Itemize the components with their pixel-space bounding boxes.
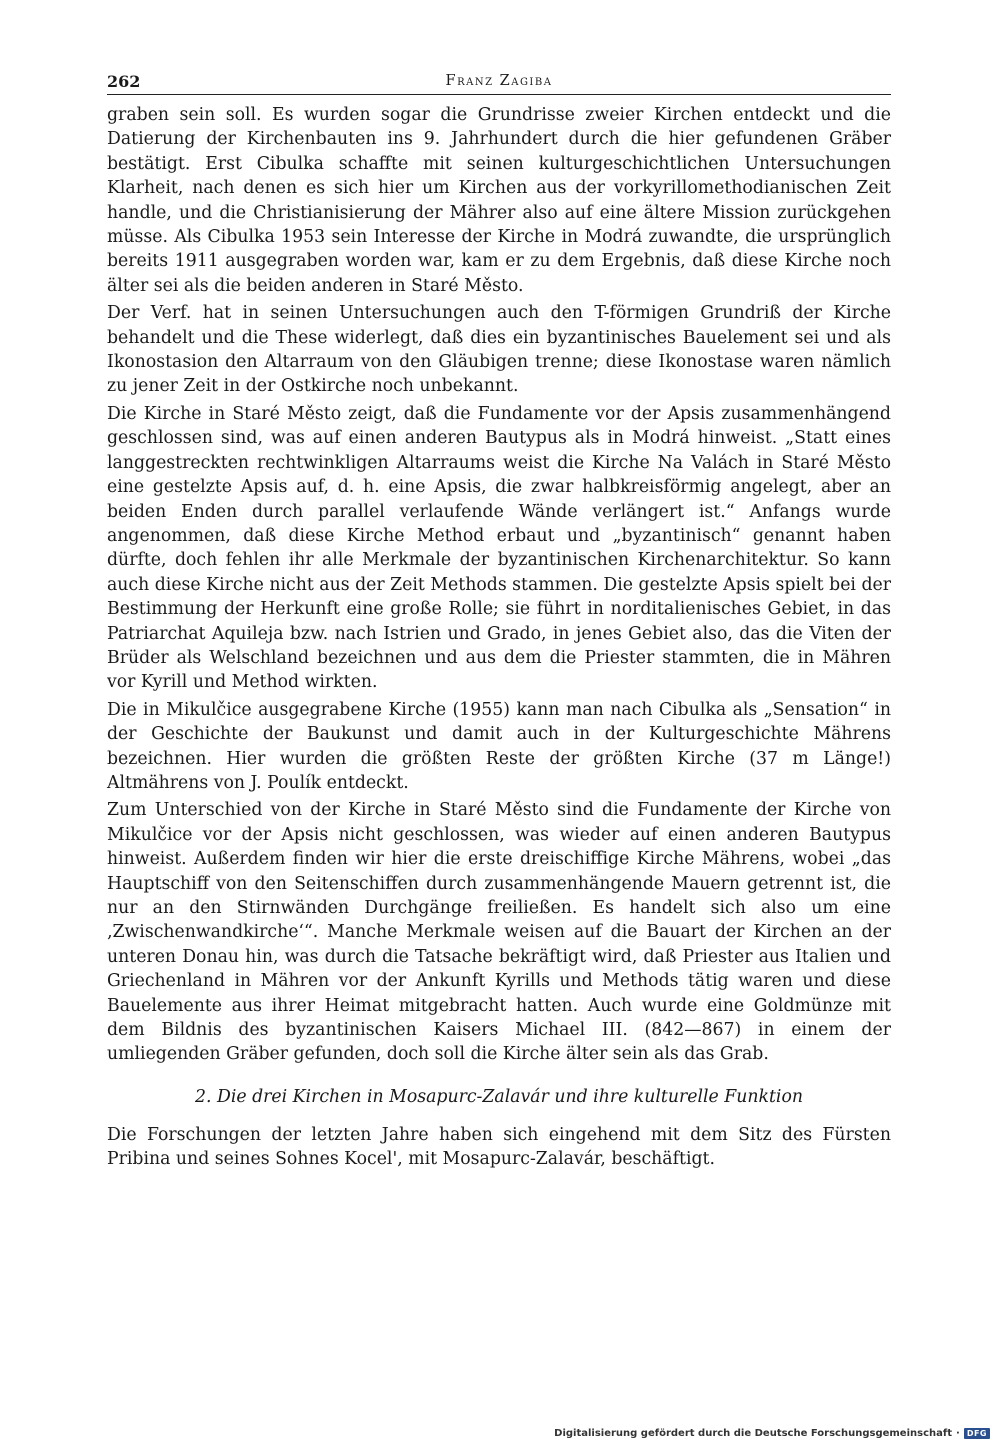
body-text — [107, 103, 891, 1172]
paragraph-4: Die in Mikulčice ausgegrabene Kirche (1955) kann man nach Cibulka als „Sensation“ in der Geschichte der Baukunst und damit auch in der Kulturgeschichte Mährens bezeichnen. Hier wurden die größten Reste der größten Kirche (37 m Länge!) Altmährens von J. Poulík entdeckt. — [107, 699, 891, 793]
paragraph-6: Die Forschungen der letzten Jahre haben sich eingehend mit dem Sitz des Fürsten Pribina und seines Sohnes Kocel', mit Mosapurc-Zalavár, beschäftigt. — [107, 1124, 891, 1170]
running-head — [107, 70, 891, 95]
paragraph-3: Die Kirche in Staré Město zeigt, daß die Fundamente vor der Apsis zusammenhängend geschlossen sind, was auf einen anderen Bautypus als in Modrá hinweist. „Statt eines langgestreckten rechtwinkligen Altarraums weist die Kirche Na Valách in Staré Město eine gestelzte Apsis auf, d. h. eine Apsis, die zwar halbkreisförmig angelegt, aber an beiden Enden durch parallel verlaufende Wände verlängert ist.“ Anfangs wurde angenommen, daß diese Kirche Method erbaut und „byzantinisch“ genannt haben dürfte, doch fehlen ihr alle Merkmale der byzantinischen Kirchenarchitektur. So kann auch diese Kirche nicht aus der Zeit Methods stammen. Die gestelzte Apsis spielt bei der Bestimmung der Herkunft eine große Rolle; sie führt in norditalienisches Gebiet, in das Patriarchat Aquileja bzw. nach Istrien und Grado, in jenes Gebiet also, das die Viten der Brüder als Welschland bezeichnen und aus dem die Priester stammten, die in Mähren vor Kyrill und Method wirkten. — [107, 403, 891, 693]
section-heading: 2. Die drei Kirchen in Mosapurc-Zalavár und ihre kulturelle Funktion — [194, 1086, 803, 1107]
paragraph-1: graben sein soll. Es wurden sogar die Grundrisse zweier Kirchen entdeckt und die Datierung der Kirchenbauten ins 9. Jahrhundert durch die hier gefundenen Gräber bestätigt. Erst Cibulka schaffte mit seinen kulturgeschichtlichen Untersuchungen Klarheit, nach denen es sich hier um Kirchen aus der vorkyrillomethodianischen Zeit handle, und die Christianisierung der Mährer also auf eine ältere Mission zurückgehen müsse. Als Cibulka 1953 sein Interesse der Kirche in Modrá zuwandte, die ursprünglich bereits 1911 ausgegraben worden war, kam er zu dem Ergebnis, daß diese Kirche noch älter sei als die beiden anderen in Staré Město. — [107, 105, 891, 296]
paragraph-2: Der Verf. hat in seinen Untersuchungen auch den T-förmigen Grundriß der Kirche behandelt und die These widerlegt, daß dies ein byzantinisches Bauelement sei und als Ikonostasion den Altarraum von den Gläubigen trenne; diese Ikonostase waren nämlich zu jener Zeit in der Ostkirche noch unbekannt. — [107, 303, 891, 397]
digitization-credit: Digitalisierung gefördert durch die Deutsche Forschungsgemeinschaft · DFG — [554, 1428, 990, 1439]
credit-text: Digitalisierung gefördert durch die Deutsche Forschungsgemeinschaft — [554, 1428, 953, 1439]
page-number: 262 — [107, 72, 141, 91]
page — [107, 70, 891, 1175]
paragraph-5: Zum Unterschied von der Kirche in Staré Město sind die Fundamente der Kirche von Mikulčice vor der Apsis nicht geschlossen, was wieder auf einen anderen Bautypus hinweist. Außerdem finden wir hier die erste dreischiffige Kirche Mährens, wobei „das Hauptschiff von den Seitenschiffen durch zusammenhängende Mauern getrennt ist, die nur an den Stirnwänden Durchgänge freiließen. Es handelt sich also um eine ‚Zwischenwandkirche‘“. Manche Merkmale weisen auf die Bauart der Kirchen an der unteren Donau hin, was durch die Tatsache bekräftigt wird, daß Priester aus Italien und Griechenland in Mähren vor der Ankunft Kyrills und Methods tätig waren und diese Bauelemente aus ihrer Heimat mitgebracht hatten. Auch wurde eine Goldmünze mit dem Bildnis des byzantinischen Kaisers Michael III. (842—867) in einem der umliegenden Gräber gefunden, doch soll die Kirche älter sein als das Grab. — [107, 800, 891, 1065]
dfg-logo: DFG — [964, 1428, 990, 1439]
running-head-author: Franz Zagiba — [445, 73, 553, 89]
